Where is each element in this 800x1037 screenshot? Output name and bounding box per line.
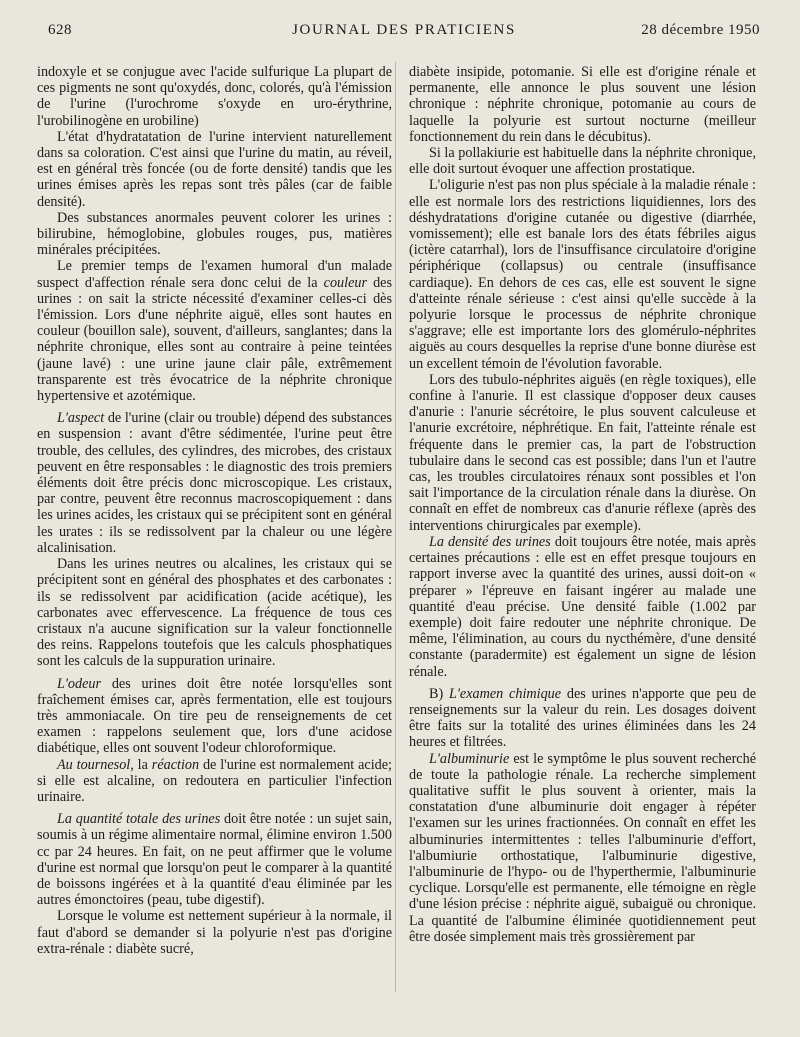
italic-term: couleur: [323, 274, 367, 291]
text-run: des urines doit être notée lorsqu'elles sont fraîchement émises car, après fermentation, elle est toujours très ammoniacale. On tire peu de renseignements de cet examen : rappelons seulement que, lors d'une acidose diabétique, elles ont souvent l'odeur chloroformique.: [37, 675, 392, 757]
italic-term: L'odeur: [57, 675, 102, 692]
paragraph: [37, 258, 392, 404]
paragraph: Lorsque le volume est nettement supérieur à la normale, il faut d'abord se demander si la polyurie n'est pas d'origine extra-rénale : diabète sucré,: [37, 908, 392, 957]
page-header: [48, 22, 760, 44]
italic-term: L'aspect: [57, 410, 105, 427]
page-number: 628: [48, 22, 72, 38]
text-run: de l'urine (clair ou trouble) dépend des substances en suspension : avant d'être sédimentée, l'urine peut être trouble, des cellules, des cylindres, des microbes, des cristaux peuvent en être responsables : le diagnostic des trois premiers éléments doit être précis donc microscopique. Les cristaux, par contre, peuvent être reconnus macroscopiquement : dans les urines acides, les cristaux qui se précipitent sont en général les urates : ils se redissolvent par la chaleur ou une légère alcalinisation.: [37, 410, 392, 556]
text-run: de l'urine est normalement acide; si elle est alcaline, on redoutera en particulier l'infection urinaire.: [37, 756, 392, 805]
section-label: B): [429, 685, 449, 702]
text-run: doit être notée : un sujet sain, soumis à un régime alimentaire normal, élimine environ 1.500 cc par 24 heures. En fait, on ne peut affirmer que le volume d'urine est normal que lorsqu'on peut le comparer à la quantité de boissons ingérées et à la quantité d'eau éliminée par les autres émonctoires (peau, tube digestif).: [37, 811, 392, 909]
column-divider: [395, 62, 396, 992]
paragraph: indoxyle et se conjugue avec l'acide sulfurique La plupart de ces pigments ne sont qu'oxydés, donc, colorés, qu'à l'émission de l'urine (l'urochrome s'oxyde en uro-érythrine, l'urobilinogène en urobiline): [37, 64, 392, 129]
paragraph: [409, 534, 756, 680]
paragraph: [409, 751, 756, 945]
paragraph: L'oligurie n'est pas non plus spéciale à la maladie rénale : elle est normale lors des restrictions liquidiennes, lors des déshydratations d'origine cutanée ou digestive (diarrhée, vomissement); elle est banale lors des états fébriles aigus (ictère catarrhal), lors de l'insuffisance circulatoire d'origine périphérique (collapsus) ou centrale (insuffisance cardiaque). En dehors de ces cas, elle est souvent le signe d'atteinte rénale sérieuse : c'est ainsi qu'elle succède à la polyurie lorsque le processus de néphrite chronique s'aggrave; elle est importante lors des glomérulo-néphrites aiguës au cours desquelles la reprise d'une bonne diurèse est un excellent témoin de l'évolution favorable.: [409, 177, 756, 372]
italic-term: L'albuminurie: [429, 750, 510, 767]
paragraph: [409, 686, 756, 751]
text-run: , la: [130, 756, 152, 773]
paragraph: Dans les urines neutres ou alcalines, les cristaux qui se précipitent sont en général des phosphates et des carbonates : ils se redissolvent par acidification (acide acétique), les carbonates avec effervescence. La fréquence de tous ces cristaux n'a aucune signification sur la valeur fonctionnelle des reins. Rappelons toutefois que les calculs phosphatiques sont les calculs de la suppuration urinaire.: [37, 556, 392, 670]
paragraph: diabète insipide, potomanie. Si elle est d'origine rénale et permanente, elle annonce le plus souvent une lésion chronique : néphrite chronique, potomanie au cours de laquelle la polyurie est surtout nocturne (meilleur fonctionnement du rein dans le décubitus).: [409, 64, 756, 145]
paragraph: Des substances anormales peuvent colorer les urines : bilirubine, hémoglobine, globules rouges, pus, matières minérales précipitées.: [37, 209, 392, 259]
paragraph: Si la pollakiurie est habituelle dans la néphrite chronique, elle doit surtout évoquer une affection prostatique.: [409, 145, 756, 178]
paragraph: [37, 410, 392, 556]
paragraph: L'état d'hydratatation de l'urine intervient naturellement dans sa coloration. C'est ainsi que l'urine du matin, au réveil, est en général très foncée (ou de forte densité) tandis que les urines émises après les repas sont très pâles (car de faible densité).: [37, 128, 392, 210]
text-run: des urines : on sait la stricte nécessité d'examiner celles-ci dès l'émission. Lors d'une néphrite aiguë, elles sont hautes en couleur (bouillon sale), souvent, d'ailleurs, sanglantes; dans la néphrite chronique, elles sont au contraire à peine teintées (jaune lavé) : une urine jaune clair pâle, extrêmement transparente est très évocatrice de la néphrite chronique hypertensive et azotémique.: [37, 274, 392, 405]
journal-title: JOURNAL DES PRATICIENS: [292, 22, 516, 38]
italic-term: L'examen chimique: [449, 685, 562, 702]
paragraph: [37, 676, 392, 757]
italic-term: réaction: [151, 756, 200, 773]
text-run: est le symptôme le plus souvent recherché de toute la pathologie rénale. La recherche simplement qualitative suffit le plus souvent à orienter, mais la constatation d'une albuminurie doit engager à répéter l'examen sur les urines fractionnées. On connaît en effet les albuminuries intermittentes : telles l'albuminurie d'effort, l'albumiurie orthostatique, l'albuminurie digestive, l'albuminurie de l'hypo- ou de l'hyperthermie, l'albuminurie cyclique. Lorsqu'elle est permanente, elle témoigne en règle d'une lésion précise : néphrite aiguë, subaiguë ou chronique. La quantité de l'albumine éliminée quotidiennement peut être dosée simplement mais très grossièrement par: [409, 750, 756, 945]
paragraph: Lors des tubulo-néphrites aiguës (en règle toxiques), elle confine à l'anurie. Il est classique d'opposer deux causes d'anurie : l'anurie sécrétoire, le plus souvent calculeuse et l'anurie excrétoire, néphrétique. En fait, l'atteinte rénale est fréquente dans le premier cas, la part de l'obstruction tubulaire dans le second cas est possible; dans l'un et l'autre cas, les troubles circulatoires rénaux sont possibles et l'on sait l'importance de la circulation rénale dans la diurèse. On connaît en effet de nombreux cas d'anurie réflexe (après des interventions chirurgicales par exemple).: [409, 371, 756, 534]
paragraph: [37, 811, 392, 908]
text-run: Le premier temps de l'examen humoral d'un malade suspect d'affection rénale sera donc celui de la: [37, 258, 392, 291]
italic-term: La quantité totale des urines: [57, 811, 221, 828]
issue-date: 28 décembre 1950: [641, 22, 760, 38]
right-column: [409, 64, 756, 945]
paragraph: [37, 757, 392, 806]
text-run: des urines n'apporte que peu de renseignements sur la valeur du rein. Les dosages doivent être faits sur la totalité des urines éliminées dans les 24 heures et filtrées.: [409, 685, 757, 751]
italic-term: Au tournesol: [57, 756, 131, 773]
italic-term: La densité des urines: [429, 533, 551, 550]
left-column: [37, 64, 392, 957]
text-run: doit toujours être notée, mais après certaines précautions : elle est en effet presque toujours en rapport inverse avec la quantité des urines, aussi doit-on « préparer » l'épreuve en faisant ingérer au malade une quantité d'eau précise. Une densité faible (1.002 par exemple) doit faire redouter une néphrite chronique. De même, l'élimination, au cours du nycthémère, d'une densité constante (paradermite) est également un signe de lésion rénale.: [409, 533, 756, 680]
